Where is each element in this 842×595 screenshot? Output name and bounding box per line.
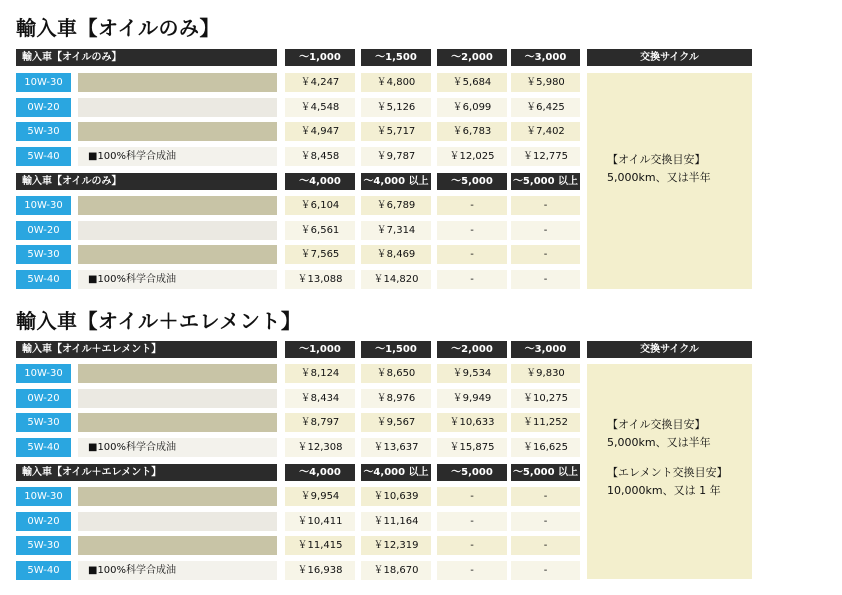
price-cell: ￥6,783 [437,122,507,141]
oil-grade-cell: 5W-30 [16,122,71,141]
column-header: ～4,000 以上 [361,173,431,190]
oil-grade-cell: 10W-30 [16,196,71,215]
price-cell: ￥8,797 [285,413,355,432]
price-cell: ￥9,567 [361,413,431,432]
price-cell: ￥6,099 [437,98,507,117]
oil-description-cell [78,413,277,432]
price-cell: ￥9,954 [285,487,355,506]
cycle-text: 【エレメント交換目安】 [607,466,728,479]
price-cell: - [437,512,507,531]
column-header: ～1,000 [285,341,355,358]
price-cell: ￥8,650 [361,364,431,383]
oil-description-cell [78,196,277,215]
table-header-label: 輸入車【オイル＋エレメント】 [16,341,277,358]
price-cell: ￥4,800 [361,73,431,92]
column-header: ～2,000 [437,341,507,358]
oil-grade-cell: 5W-40 [16,561,71,580]
table-header-label: 輸入車【オイルのみ】 [16,173,277,190]
price-cell: ￥9,787 [361,147,431,166]
oil-description-cell [78,512,277,531]
price-cell: ￥10,639 [361,487,431,506]
price-cell: - [511,487,580,506]
price-cell: ￥8,469 [361,245,431,264]
price-cell: - [437,196,507,215]
price-cell: - [511,561,580,580]
price-cell: ￥12,775 [511,147,580,166]
oil-description-cell [78,98,277,117]
column-header: ～1,500 [361,49,431,66]
oil-grade-cell: 10W-30 [16,73,71,92]
price-cell: ￥5,126 [361,98,431,117]
price-cell: ￥14,820 [361,270,431,289]
price-cell: - [437,221,507,240]
table-header-label: 輸入車【オイルのみ】 [16,49,277,66]
column-header: ～5,000 以上 [511,464,580,481]
price-cell: ￥4,548 [285,98,355,117]
price-cell: ￥13,088 [285,270,355,289]
price-cell: ￥12,025 [437,147,507,166]
price-cell: ￥7,402 [511,122,580,141]
price-cell: ￥16,625 [511,438,580,457]
oil-grade-cell: 5W-40 [16,270,71,289]
price-cell: ￥9,830 [511,364,580,383]
price-cell: ￥8,976 [361,389,431,408]
price-cell: ￥9,534 [437,364,507,383]
price-cell: ￥13,637 [361,438,431,457]
price-cell: ￥12,308 [285,438,355,457]
section-title: 輸入車【オイル＋エレメント】 [16,309,302,333]
price-cell: - [437,270,507,289]
cycle-text: 【オイル交換目安】 [607,418,706,431]
oil-description-cell: ■100%科学合成油 [78,147,277,166]
price-cell: ￥7,565 [285,245,355,264]
price-cell: ￥10,633 [437,413,507,432]
price-cell: ￥5,980 [511,73,580,92]
cycle-text: 10,000km、又は 1 年 [607,484,721,497]
price-cell: ￥11,415 [285,536,355,555]
price-cell: ￥6,789 [361,196,431,215]
price-cell: - [437,561,507,580]
oil-description-cell: ■100%科学合成油 [78,561,277,580]
oil-description-cell [78,364,277,383]
column-header: ～4,000 [285,464,355,481]
column-header: ～1,500 [361,341,431,358]
oil-description-cell [78,221,277,240]
cycle-text: 5,000km、又は半年 [607,436,711,449]
table-header-label: 輸入車【オイル＋エレメント】 [16,464,277,481]
price-cell: ￥8,458 [285,147,355,166]
oil-description-cell [78,536,277,555]
price-cell: ￥10,411 [285,512,355,531]
price-cell: ￥9,949 [437,389,507,408]
price-cell: - [437,487,507,506]
column-header: ～3,000 [511,341,580,358]
price-cell: - [437,245,507,264]
price-cell: ￥7,314 [361,221,431,240]
price-cell: ￥6,561 [285,221,355,240]
price-cell: - [511,536,580,555]
price-cell: ￥10,275 [511,389,580,408]
price-cell: ￥8,434 [285,389,355,408]
cycle-header: 交換サイクル [587,341,752,358]
price-cell: ￥18,670 [361,561,431,580]
cycle-text: 5,000km、又は半年 [607,171,711,184]
price-cell: ￥5,684 [437,73,507,92]
cycle-text: 【オイル交換目安】 [607,153,706,166]
oil-description-cell [78,73,277,92]
oil-grade-cell: 0W-20 [16,98,71,117]
oil-grade-cell: 5W-30 [16,536,71,555]
price-cell: ￥8,124 [285,364,355,383]
price-cell: - [511,270,580,289]
oil-grade-cell: 0W-20 [16,221,71,240]
oil-grade-cell: 5W-40 [16,438,71,457]
column-header: ～5,000 [437,173,507,190]
oil-description-cell [78,122,277,141]
price-cell: ￥16,938 [285,561,355,580]
column-header: ～4,000 以上 [361,464,431,481]
price-cell: ￥15,875 [437,438,507,457]
oil-grade-cell: 10W-30 [16,487,71,506]
price-cell: ￥4,947 [285,122,355,141]
oil-description-cell: ■100%科学合成油 [78,270,277,289]
price-cell: ￥11,164 [361,512,431,531]
oil-grade-cell: 0W-20 [16,389,71,408]
price-cell: - [511,196,580,215]
price-cell: ￥6,104 [285,196,355,215]
price-cell: ￥5,717 [361,122,431,141]
exchange-cycle-box [587,73,752,289]
oil-description-cell [78,389,277,408]
column-header: ～4,000 [285,173,355,190]
price-cell: - [511,512,580,531]
oil-description-cell [78,487,277,506]
column-header: ～5,000 [437,464,507,481]
oil-grade-cell: 5W-30 [16,413,71,432]
price-cell: ￥4,247 [285,73,355,92]
section-title: 輸入車【オイルのみ】 [16,16,220,40]
cycle-gap [607,452,752,464]
exchange-cycle-box [587,364,752,579]
price-cell: - [511,245,580,264]
column-header: ～1,000 [285,49,355,66]
column-header: ～5,000 以上 [511,173,580,190]
oil-description-cell [78,245,277,264]
oil-grade-cell: 5W-40 [16,147,71,166]
oil-grade-cell: 10W-30 [16,364,71,383]
oil-grade-cell: 5W-30 [16,245,71,264]
price-cell: - [511,221,580,240]
price-cell: ￥12,319 [361,536,431,555]
column-header: ～2,000 [437,49,507,66]
oil-grade-cell: 0W-20 [16,512,71,531]
column-header: ～3,000 [511,49,580,66]
oil-description-cell: ■100%科学合成油 [78,438,277,457]
price-cell: - [437,536,507,555]
price-cell: ￥11,252 [511,413,580,432]
price-cell: ￥6,425 [511,98,580,117]
cycle-header: 交換サイクル [587,49,752,66]
